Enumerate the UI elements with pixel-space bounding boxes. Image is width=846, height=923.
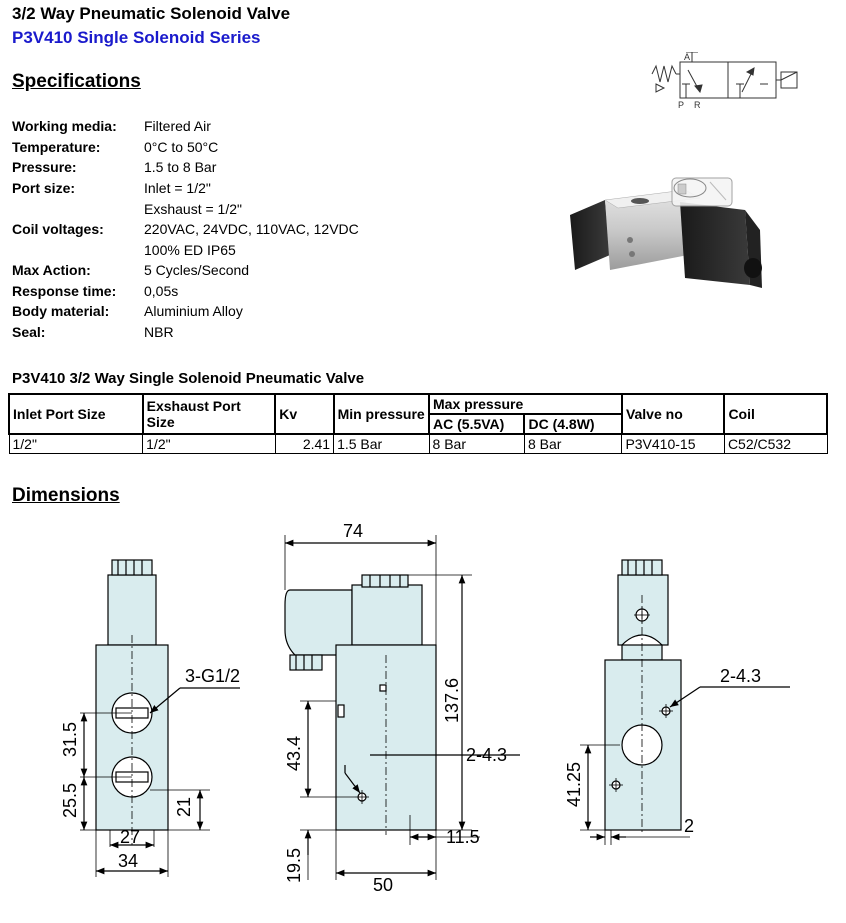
table-row [9, 434, 827, 454]
spec-label: Response time: [12, 283, 117, 299]
header-kv: Kv [275, 394, 333, 434]
spec-label: Pressure: [12, 159, 77, 175]
cell-valve-no: P3V410-15 [622, 434, 725, 454]
cell-inlet: 1/2" [9, 434, 143, 454]
middle-hole-label: 2-4.3 [466, 745, 508, 765]
header-exhaust: Exshaust Port Size [143, 394, 276, 434]
port-r-label: R [694, 100, 701, 110]
spec-value: NBR [144, 324, 174, 340]
header-valve-no: Valve no [622, 394, 725, 434]
left-dim-25-5: 25.5 [60, 782, 80, 818]
header-min-pressure: Min pressure [334, 394, 429, 434]
spec-label: Coil voltages: [12, 221, 104, 237]
spec-value: 0°C to 50°C [144, 139, 219, 155]
cell-ac: 8 Bar [429, 434, 524, 454]
cell-kv: 2.41 [275, 434, 333, 454]
spec-value: Exshaust = 1/2" [144, 201, 242, 217]
middle-dim-11-5: 11.5 [446, 827, 480, 847]
page-title: 3/2 Way Pneumatic Solenoid Valve [12, 4, 291, 23]
middle-dim-43-4: 43.4 [284, 735, 304, 771]
header-dc: DC (4.8W) [524, 414, 621, 434]
spec-value: 220VAC, 24VDC, 110VAC, 12VDC [144, 221, 359, 237]
side-view [285, 535, 520, 880]
right-hole-label: 2-4.3 [720, 666, 762, 686]
left-dim-34: 34 [118, 851, 139, 871]
right-dim-2: 2 [684, 816, 695, 836]
middle-dim-19-5: 19.5 [284, 847, 304, 883]
cell-min-pressure: 1.5 Bar [334, 434, 429, 454]
spec-label: Temperature: [12, 139, 101, 155]
dimension-drawing [0, 515, 846, 920]
rear-view [580, 560, 790, 845]
spec-value: 5 Cycles/Second [144, 262, 250, 278]
left-dim-27: 27 [120, 827, 141, 847]
dimensions-heading: Dimensions [12, 485, 120, 506]
spec-label: Working media: [12, 118, 117, 134]
spec-value: Filtered Air [144, 118, 211, 134]
middle-dim-74: 74 [343, 521, 364, 541]
cell-dc: 8 Bar [524, 434, 621, 454]
middle-dim-137-6: 137.6 [442, 677, 462, 723]
left-dim-31-5: 31.5 [60, 721, 80, 757]
specification-table [8, 393, 828, 454]
port-p-label: P [678, 100, 685, 110]
header-inlet: Inlet Port Size [9, 394, 143, 434]
right-dim-41-25: 41.25 [564, 761, 584, 807]
port-a-label: A [684, 52, 691, 62]
front-view [80, 560, 240, 877]
header-max-pressure: Max pressure [429, 394, 622, 414]
spec-label: Max Action: [12, 262, 91, 278]
spec-value: 0,05s [144, 283, 179, 299]
page-subtitle: P3V410 Single Solenoid Series [12, 28, 261, 47]
middle-dim-50: 50 [373, 875, 394, 895]
valve-symbol-diagram [650, 52, 800, 110]
spec-label: Body material: [12, 303, 110, 319]
cell-coil: C52/C532 [724, 434, 827, 454]
spec-value: 1.5 to 8 Bar [144, 159, 217, 175]
cell-exhaust: 1/2" [143, 434, 276, 454]
header-ac: AC (5.5VA) [429, 414, 524, 434]
spec-value: 100% ED IP65 [144, 242, 236, 258]
header-coil: Coil [724, 394, 827, 434]
left-dim-21: 21 [174, 796, 194, 817]
spec-value: Inlet = 1/2" [144, 180, 211, 196]
spec-label: Port size: [12, 180, 76, 196]
specifications-heading: Specifications [12, 71, 141, 92]
spec-label: Seal: [12, 324, 46, 340]
table-title: P3V410 3/2 Way Single Solenoid Pneumatic Valve [12, 370, 365, 387]
spec-value: Aluminium Alloy [144, 303, 243, 319]
valve-product-image [560, 160, 780, 320]
left-thread-label: 3-G1/2 [185, 666, 241, 686]
